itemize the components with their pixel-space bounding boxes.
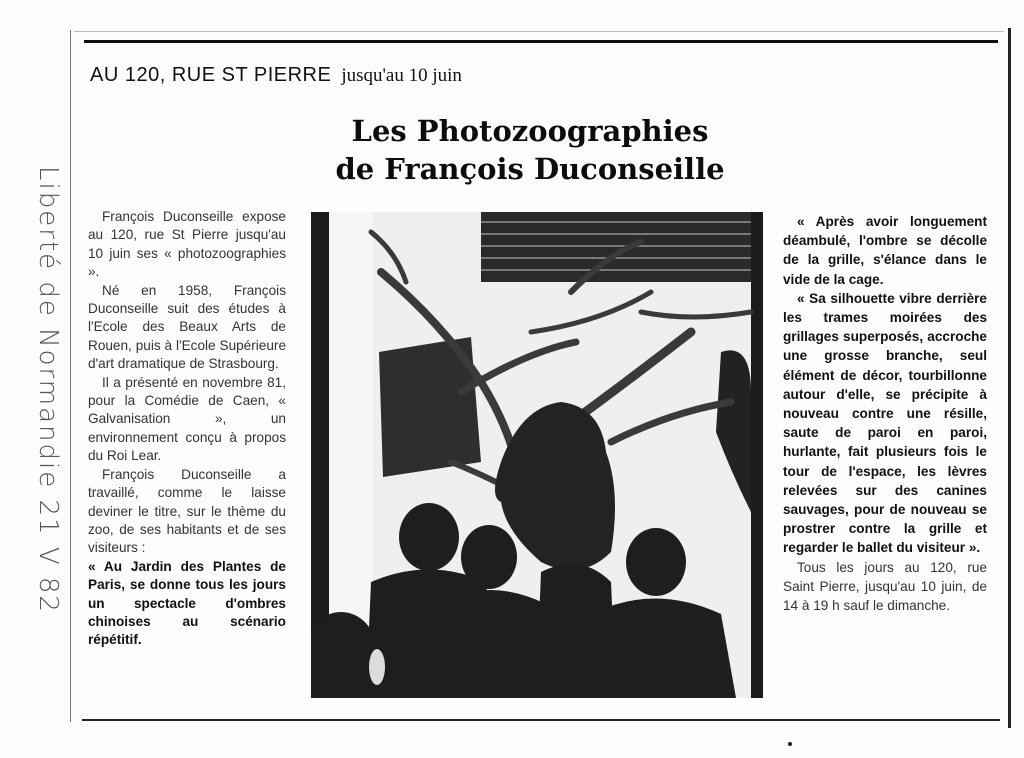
kicker-dates: jusqu'au 10 juin bbox=[341, 65, 462, 86]
clipping-edge-left bbox=[70, 30, 71, 722]
kicker bbox=[90, 64, 462, 87]
headline-line-2: de François Duconseille bbox=[335, 152, 725, 186]
left-paragraph-3: Il a présenté en novembre 81, pour la Comédie de Caen, « Galvanisation », un environnement conçu à propos du Roi Lear. bbox=[88, 374, 286, 464]
right-paragraph-2: « Sa silhouette vibre derrière les trames moirées des grillages superposés, accroche une grosse branche, seul élément de décor, tourbillonne autour d'elle, se précipite à nouveau contre une résille, saute de paroi en paroi, hurlante, fait plusieurs fois le tour de l'espace, les lèvres relevées sur des canines sauvages, pour de nouveau se prostrer contre la grille et regarder le ballet du visiteur ». bbox=[783, 290, 987, 556]
clipping-edge-top bbox=[74, 31, 1004, 32]
headline bbox=[300, 112, 760, 188]
right-column bbox=[783, 212, 987, 615]
top-rule bbox=[84, 40, 998, 43]
left-column bbox=[88, 208, 286, 650]
bottom-rule bbox=[82, 719, 1000, 721]
photograph bbox=[311, 212, 763, 698]
right-rule bbox=[1008, 28, 1011, 728]
right-paragraph-1: « Après avoir longuement déambulé, l'ombre se décolle de la grille, s'élance dans le vide de la cage. bbox=[783, 214, 987, 287]
handwritten-note-text: Liberté de Normandie 21 V 82 bbox=[33, 166, 64, 614]
headline-line-1: Les Photozoographies bbox=[351, 114, 709, 148]
right-closing-paragraph: Tous les jours au 120, rue Saint Pierre, jusqu'au 10 juin, de 14 à 19 h sauf le dimanche. bbox=[783, 559, 987, 614]
left-paragraph-2: Né en 1958, François Duconseille suit des études à l'Ecole des Beaux Arts de Rouen, puis à l'Ecole Supérieure d'art dramatique de Strasbourg. bbox=[88, 282, 286, 372]
left-paragraph-1: François Duconseille expose au 120, rue St Pierre jusqu'au 10 juin ses « photozoographies ». bbox=[88, 209, 286, 280]
left-quote-paragraph: « Au Jardin des Plantes de Paris, se donne tous les jours un spectacle d'ombres chinoises au scénario répétitif. bbox=[88, 558, 286, 648]
print-speck bbox=[788, 742, 792, 746]
left-paragraph-4: François Duconseille a travaillé, comme le laisse deviner le titre, sur le thème du zoo, de ses habitants et de ses visiteurs : bbox=[88, 466, 286, 556]
handwritten-note bbox=[28, 130, 68, 650]
photograph-image bbox=[311, 212, 763, 698]
kicker-place: AU 120, RUE ST PIERRE bbox=[90, 64, 332, 86]
